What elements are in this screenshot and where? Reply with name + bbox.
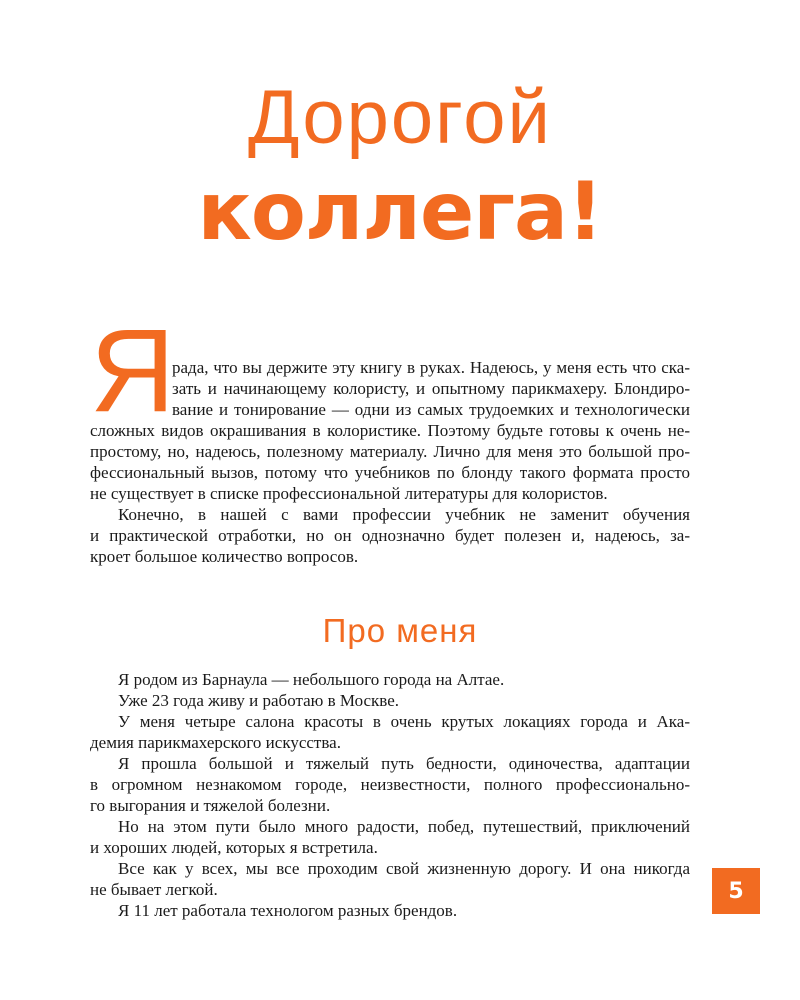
about-line: го выгорания и тяжелой болезни. bbox=[90, 796, 331, 815]
intro-line: зать и начинающему колористу, и опытному парикмахеру. Блондиро- bbox=[172, 379, 690, 398]
about-line: в огромном незнакомом городе, неизвестности, полного профессионально- bbox=[90, 775, 690, 794]
intro-line: фессиональный вызов, потому что учебников по блонду такого формата просто bbox=[90, 463, 690, 482]
page-number-badge bbox=[712, 868, 760, 914]
intro-line: Конечно, в нашей с вами профессии учебник не заменит обучения bbox=[118, 505, 690, 524]
intro-line: не существует в списке профессиональной литературы для колористов. bbox=[90, 484, 608, 503]
about-line: Я родом из Барнаула — небольшого города на Алтае. bbox=[118, 670, 505, 689]
about-line: не бывает легкой. bbox=[90, 880, 218, 899]
about-line: и хороших людей, которых я встретила. bbox=[90, 838, 378, 857]
intro-line: сложных видов окрашивания в колористике. Поэтому будьте готовы к очень не- bbox=[90, 421, 690, 440]
about-line: Уже 23 года живу и работаю в Москве. bbox=[118, 691, 400, 710]
intro-line: кроет большое количество вопросов. bbox=[90, 547, 359, 566]
drop-cap: Я bbox=[90, 305, 176, 437]
about-line: У меня четыре салона красоты в очень крутых локациях города и Ака- bbox=[118, 712, 690, 731]
about-line: Все как у всех, мы все проходим свой жизненную дорогу. И она никогда bbox=[118, 859, 690, 878]
intro-line: вание и тонирование — одни из самых трудоемких и технологически bbox=[172, 400, 690, 419]
intro-line: рада, что вы держите эту книгу в руках. Надеюсь, у меня есть что ска- bbox=[172, 358, 690, 377]
about-line: Я 11 лет работала технологом разных брендов. bbox=[118, 901, 458, 920]
about-line: Но на этом пути было много радости, побед, путешествий, приключений bbox=[118, 817, 690, 836]
section-heading-about: Про меня bbox=[322, 612, 478, 649]
page-number: 5 bbox=[728, 878, 744, 904]
page-title-line2: коллега! bbox=[197, 165, 603, 258]
about-line: демия парикмахерского искусства. bbox=[90, 733, 341, 752]
intro-line: простому, но, надеюсь, полезному материалу. Лично для меня это большой про- bbox=[90, 442, 690, 461]
page-title-line1: Дорогой bbox=[248, 75, 552, 160]
about-line: Я прошла большой и тяжелый путь бедности, одиночества, адаптации bbox=[118, 754, 690, 773]
intro-line: и практической отработки, но он однозначно будет полезен и, надеюсь, за- bbox=[90, 526, 690, 545]
